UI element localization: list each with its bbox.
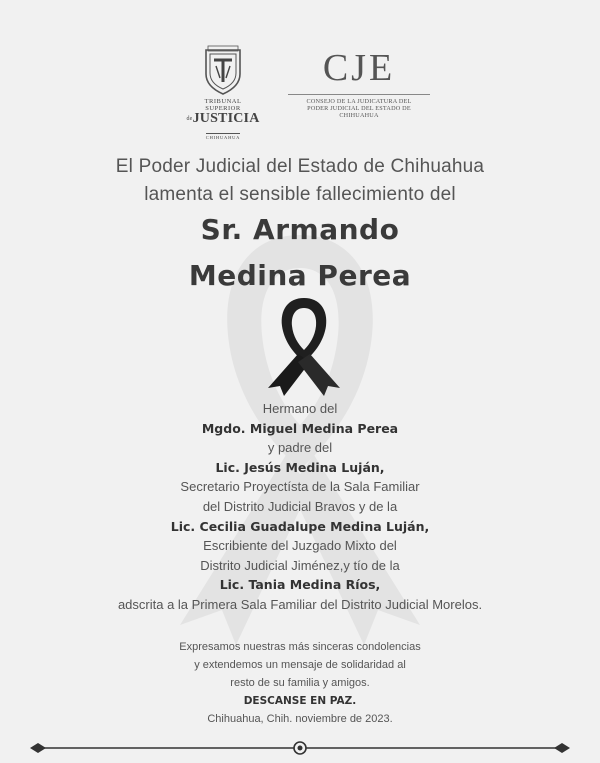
body-line: Distrito Judicial Jiménez,y tío de la	[200, 557, 400, 573]
cje-mark: CJE	[322, 47, 396, 89]
body-line-name: Lic. Cecilia Guadalupe Medina Luján,	[170, 518, 430, 534]
family-details	[0, 399, 600, 615]
tsj-line1: TRIBUNAL SUPERIOR	[204, 98, 242, 112]
deceased-line1: Sr. Armando	[200, 213, 400, 246]
body-line-name: Lic. Jesús Medina Luján,	[215, 459, 385, 475]
footer-divider	[30, 738, 570, 758]
body-line: Escribiente del Juzgado Mixto del	[203, 538, 397, 554]
tsj-prefix: de	[186, 116, 193, 122]
body-line-name: Mgdo. Miguel Medina Perea	[201, 420, 399, 436]
body-line: adscrita a la Primera Sala Familiar del Distrito Judicial Morelos.	[117, 596, 483, 612]
closing-text	[0, 638, 600, 728]
tsj-justicia: JUSTICIA	[192, 111, 260, 126]
body-line: del Distrito Judicial Bravos y de la	[202, 498, 398, 514]
tsj-shield-icon	[198, 44, 248, 96]
body-line: Hermano del	[262, 401, 338, 416]
cje-sub2: PODER JUDICIAL DEL ESTADO DE CHIHUAHUA	[307, 105, 411, 119]
body-line-name: Lic. Tania Medina Ríos,	[219, 577, 381, 593]
body-line: y padre del	[267, 440, 333, 456]
deceased-name	[0, 207, 600, 299]
closing-line2: y extendemos un mensaje de solidaridad al	[194, 659, 406, 671]
cje-divider	[288, 94, 430, 95]
tsj-logo	[186, 44, 260, 144]
place-date: Chihuahua, Chih. noviembre de 2023.	[207, 713, 393, 725]
intro-text	[0, 153, 600, 209]
closing-line3: resto de su familia y amigos.	[230, 677, 370, 689]
farewell: DESCANSE EN PAZ.	[243, 695, 357, 707]
mourning-ribbon-icon	[262, 296, 346, 396]
deceased-line2: Medina Perea	[188, 259, 412, 292]
header-logos	[0, 44, 600, 140]
cje-logo	[288, 48, 430, 119]
intro-line2: lamenta el sensible fallecimiento del	[144, 184, 456, 205]
cje-sub1: CONSEJO DE LA JUDICATURA DEL	[306, 98, 412, 105]
intro-line1: El Poder Judicial del Estado de Chihuahua	[115, 156, 485, 177]
tsj-line3: CHIHUAHUA	[205, 135, 241, 140]
tsj-line2	[186, 112, 260, 126]
body-line: Secretario Proyectísta de la Sala Familiar	[180, 479, 420, 495]
closing-line1: Expresamos nuestras más sinceras condolencias	[179, 641, 421, 653]
